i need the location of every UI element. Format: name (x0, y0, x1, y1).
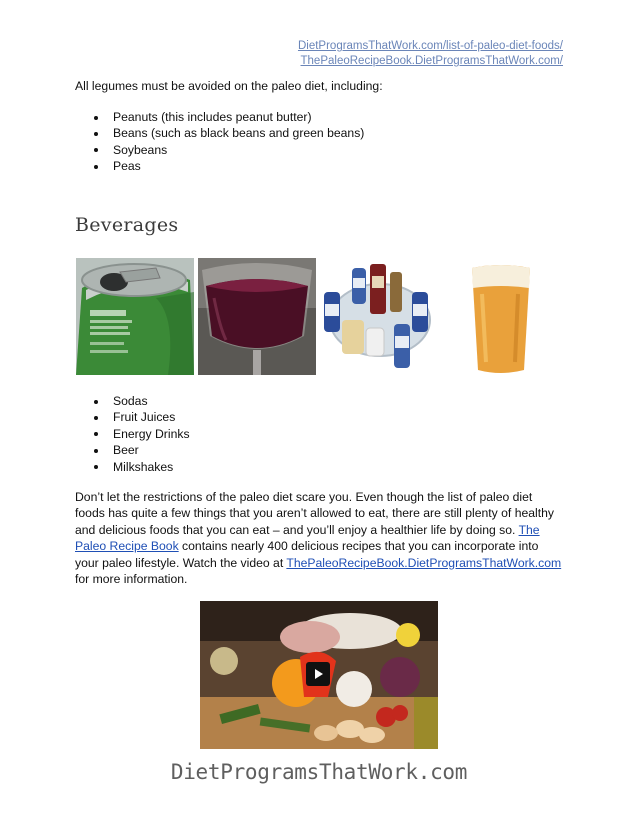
closing-text-1: Don’t let the restrictions of the paleo diet scare you. Even though the list of paleo diet foods has quite a few things that you aren’t allowed to eat, there are still plenty of healthy and delicious foods that you can eat – and you’ll enjoy a healthier life by doing so. (75, 490, 554, 537)
wine-glass-image (198, 258, 316, 375)
closing-text-2: contains nearly 400 delicious recipes that you can incorporate into your paleo lifestyle. Watch the video at (75, 539, 539, 570)
list-item: Soybeans (75, 142, 364, 158)
paleo-recipe-book-link[interactable]: The Paleo Recipe Book (75, 522, 540, 554)
legume-list (75, 109, 364, 175)
header-link-paleo-recipe-book[interactable]: ThePaleoRecipeBook.DietProgramsThatWork.com/ (300, 55, 563, 67)
ice-bucket-drinks-image (320, 258, 438, 375)
list-item: Milkshakes (75, 459, 190, 475)
list-item: Beer (75, 442, 190, 458)
legumes-intro: All legumes must be avoided on the paleo diet, including: (75, 79, 383, 93)
footer-brand: DietProgramsThatWork.com (170, 760, 468, 784)
soda-can-image (76, 258, 194, 375)
beverages-heading: Beverages (75, 214, 179, 236)
beer-glass-image (442, 258, 560, 375)
list-item: Peas (75, 158, 364, 174)
list-item: Beans (such as black beans and green beans) (75, 125, 364, 141)
list-item: Sodas (75, 393, 190, 409)
beverages-list (75, 393, 190, 475)
paleo-recipe-book-url-link[interactable]: ThePaleoRecipeBook.DietProgramsThatWork.com (286, 555, 562, 570)
list-item: Energy Drinks (75, 426, 190, 442)
list-item: Fruit Juices (75, 409, 190, 425)
closing-text-3: for more information. (75, 572, 188, 587)
header-link-list-of-paleo-foods[interactable]: DietProgramsThatWork.com/list-of-paleo-diet-foods/ (297, 40, 563, 52)
closing-paragraph (75, 489, 565, 587)
list-item: Peanuts (this includes peanut butter) (75, 109, 364, 125)
play-button[interactable] (306, 662, 330, 686)
